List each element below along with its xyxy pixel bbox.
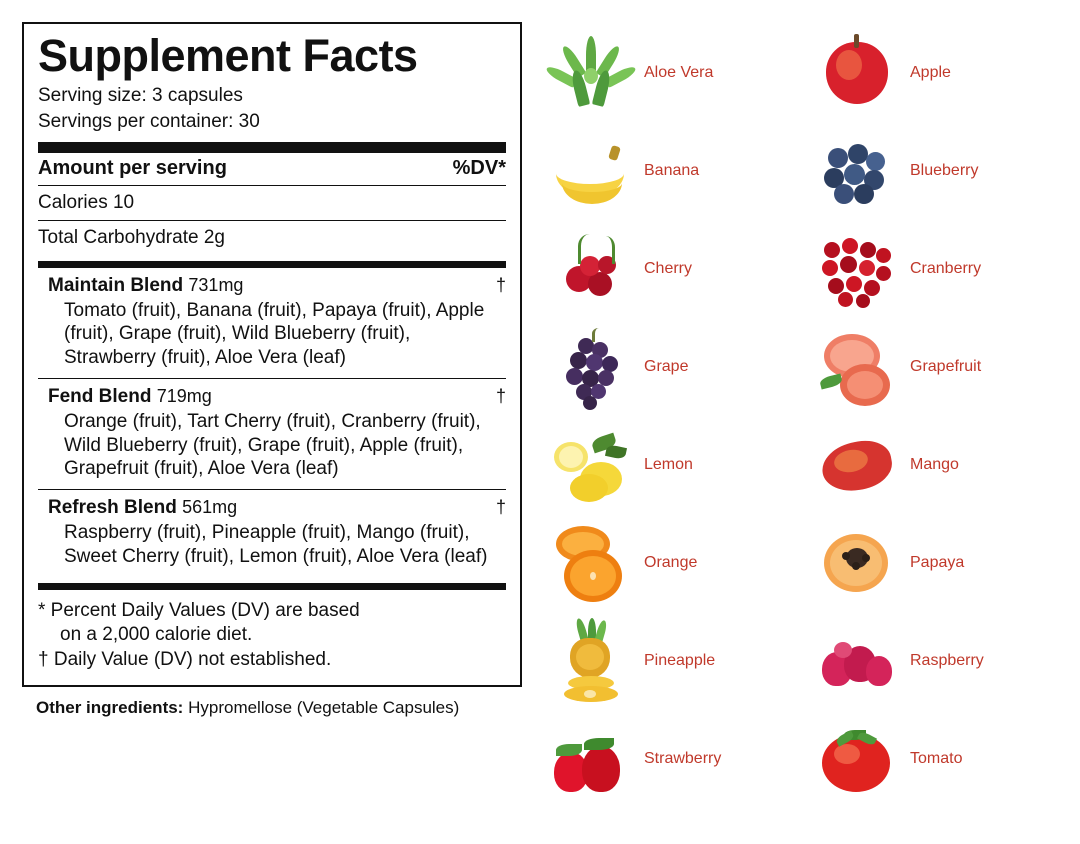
footnote-dagger: † Daily Value (DV) not established. — [38, 648, 332, 670]
fruit-item-banana — [548, 122, 814, 220]
fruit-item-cherry — [548, 220, 814, 318]
serving-size-line: Serving size: 3 capsules — [38, 85, 243, 107]
fruit-label-grapefruit: Grapefruit — [910, 357, 982, 375]
blend-refresh-header — [38, 497, 506, 519]
tomato-icon — [814, 716, 900, 802]
servings-per-container-line: Servings per container: 30 — [38, 110, 260, 132]
blend-maintain-dv: † — [495, 274, 506, 295]
cranberry-icon — [814, 226, 900, 312]
fruit-item-lemon — [548, 416, 814, 514]
banana-icon — [548, 128, 634, 214]
other-ingredients-value: Hypromellose (Vegetable Capsules) — [188, 697, 460, 717]
aloe-vera-icon — [548, 30, 634, 116]
pineapple-icon — [548, 618, 634, 704]
blend-maintain-header — [38, 275, 506, 297]
apple-icon — [814, 30, 900, 116]
blend-fend-name: Fend Blend — [48, 385, 152, 407]
fruit-gallery — [548, 0, 1080, 844]
footnote-dv-line-1: * Percent Daily Values (DV) are based — [38, 599, 360, 621]
fruit-item-papaya — [814, 514, 1080, 612]
supplement-facts-title: Supplement Facts — [38, 30, 418, 81]
mango-icon — [814, 422, 900, 508]
cherry-icon — [548, 226, 634, 312]
raspberry-icon — [814, 618, 900, 704]
orange-icon — [548, 520, 634, 606]
fruit-item-grape — [548, 318, 814, 416]
footnotes — [38, 590, 506, 673]
fruit-label-cherry: Cherry — [644, 259, 693, 277]
other-ingredients — [22, 687, 522, 720]
fruit-label-strawberry: Strawberry — [644, 749, 722, 767]
divider-medium-2 — [38, 583, 506, 590]
divider-medium-1 — [38, 261, 506, 268]
other-ingredients-label: Other ingredients: — [36, 697, 184, 717]
fruit-label-blueberry: Blueberry — [910, 161, 979, 179]
supplement-facts-box — [22, 22, 522, 687]
fruit-label-raspberry: Raspberry — [910, 651, 984, 669]
fruit-item-apple — [814, 24, 1080, 122]
fruit-label-lemon: Lemon — [644, 455, 693, 473]
blend-maintain-name: Maintain Blend — [48, 274, 184, 296]
footnote-dv-line-2: on a 2,000 calorie diet. — [60, 624, 253, 646]
blend-refresh-name: Refresh Blend — [48, 497, 177, 519]
blueberry-icon — [814, 128, 900, 214]
blend-fend-header — [38, 386, 506, 408]
blend-maintain — [38, 268, 506, 378]
fruit-item-cranberry — [814, 220, 1080, 318]
lemon-icon — [548, 422, 634, 508]
fruit-label-orange: Orange — [644, 553, 698, 571]
grape-icon — [548, 324, 634, 410]
fruit-column-left — [548, 24, 814, 844]
fruit-item-pineapple — [548, 612, 814, 710]
nutrient-row-calories: Calories 10 — [38, 191, 135, 213]
fruit-item-tomato — [814, 710, 1080, 808]
blend-refresh-amount: 561mg — [182, 497, 238, 518]
blend-fend-amount: 719mg — [156, 385, 212, 406]
amount-per-serving-label: Amount per serving — [38, 156, 227, 179]
amount-per-serving-row — [38, 153, 506, 185]
blend-fend-ingredients: Orange (fruit), Tart Cherry (fruit), Cranberry (fruit), Wild Blueberry (fruit), Grape (fruit), Apple (fruit), Grapefruit (fruit), Aloe Vera (leaf) — [64, 410, 481, 480]
fruit-item-blueberry — [814, 122, 1080, 220]
fruit-item-aloe-vera — [548, 24, 814, 122]
blend-fend — [38, 379, 506, 489]
fruit-label-cranberry: Cranberry — [910, 259, 982, 277]
fruit-item-grapefruit — [814, 318, 1080, 416]
fruit-item-raspberry — [814, 612, 1080, 710]
papaya-icon — [814, 520, 900, 606]
blend-maintain-ingredients: Tomato (fruit), Banana (fruit), Papaya (fruit), Apple (fruit), Grape (fruit), Wild Blueberry (fruit), Strawberry (fruit), Aloe Vera (leaf) — [64, 299, 485, 369]
fruit-label-apple: Apple — [910, 63, 951, 81]
fruit-label-aloe-vera: Aloe Vera — [644, 63, 714, 81]
fruit-label-grape: Grape — [644, 357, 689, 375]
blend-refresh-dv: † — [495, 497, 506, 518]
fruit-label-papaya: Papaya — [910, 553, 965, 571]
blend-refresh — [38, 490, 506, 577]
nutrient-row-total-carbohydrate: Total Carbohydrate 2g — [38, 226, 225, 248]
fruit-label-mango: Mango — [910, 455, 959, 473]
fruit-label-banana: Banana — [644, 161, 700, 179]
grapefruit-icon — [814, 324, 900, 410]
fruit-item-mango — [814, 416, 1080, 514]
strawberry-icon — [548, 716, 634, 802]
fruit-item-strawberry — [548, 710, 814, 808]
divider-thick-top — [38, 142, 506, 153]
fruit-column-right — [814, 24, 1080, 844]
blend-maintain-amount: 731mg — [188, 274, 244, 295]
blend-refresh-ingredients: Raspberry (fruit), Pineapple (fruit), Mango (fruit), Sweet Cherry (fruit), Lemon (fruit), Aloe Vera (leaf) — [64, 522, 488, 567]
daily-value-header: %DV* — [452, 156, 506, 179]
fruit-label-pineapple: Pineapple — [644, 651, 716, 669]
fruit-item-orange — [548, 514, 814, 612]
blend-fend-dv: † — [495, 385, 506, 406]
fruit-label-tomato: Tomato — [910, 749, 963, 767]
